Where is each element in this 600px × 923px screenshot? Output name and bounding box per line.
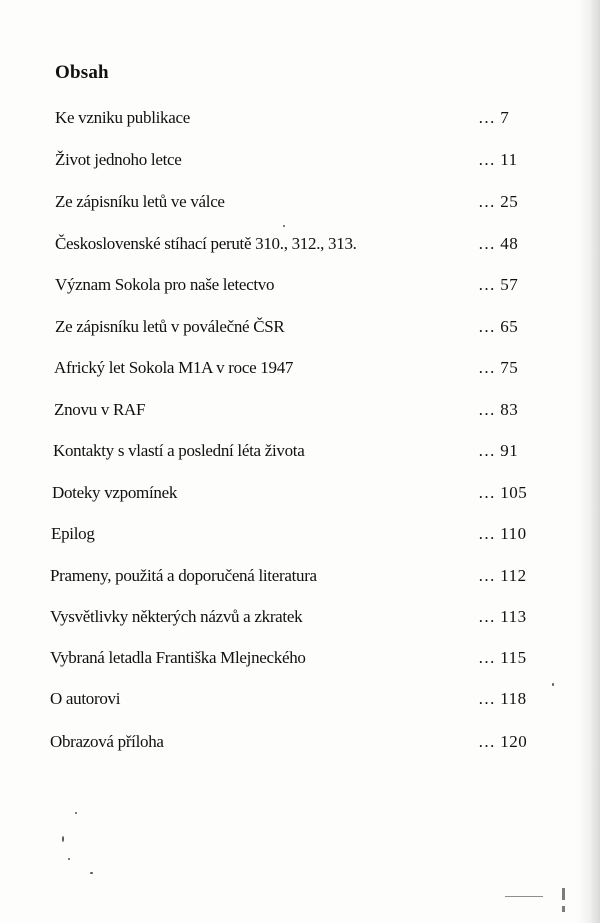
toc-entry: [0, 315, 600, 339]
toc-entry: [0, 356, 600, 380]
toc-entry: [0, 481, 600, 505]
toc-entry: [0, 646, 600, 670]
toc-entry: [0, 605, 600, 629]
toc-entry: [0, 522, 600, 546]
toc-entry-page-number: … 83: [478, 400, 519, 419]
toc-heading: Obsah: [55, 62, 109, 83]
toc-entry-page-number: … 113: [478, 607, 527, 626]
toc-entry-title: Vysvětlivky některých názvů a zkratek: [50, 607, 303, 626]
toc-entry-page-number: … 112: [478, 566, 527, 585]
toc-entry-title: Prameny, použitá a doporučená literatura: [50, 566, 317, 585]
scan-speck: [283, 225, 285, 227]
toc-entry-page-number: … 110: [478, 524, 527, 543]
toc-entry: [0, 730, 600, 754]
toc-entry-title: O autorovi: [50, 689, 121, 708]
toc-entry-title: Epilog: [51, 524, 95, 543]
toc-entry-page-number: … 105: [478, 483, 528, 502]
toc-entry: [0, 439, 600, 463]
toc-entry-title: Obrazová příloha: [50, 732, 164, 751]
toc-entry-page-number: … 91: [478, 441, 519, 460]
toc-entry-title: Československé stíhací perutě 310., 312., 313.: [55, 234, 357, 253]
toc-entry-page-number: … 7: [478, 108, 510, 127]
toc-entry-title: Ze zápisníku letů v poválečné ČSR: [55, 317, 285, 336]
scan-speck: [90, 872, 93, 874]
toc-entry-page-number: … 65: [478, 317, 519, 336]
toc-entry-page-number: … 57: [478, 275, 519, 294]
toc-entry-page-number: … 118: [478, 689, 527, 708]
toc-entry: [0, 148, 600, 172]
toc-entry-page-number: … 115: [478, 648, 527, 667]
toc-entry: [0, 273, 600, 297]
toc-entry-title: Africký let Sokola M1A v roce 1947: [54, 358, 294, 377]
toc-entry: [0, 232, 600, 256]
scan-speck: [552, 683, 554, 686]
scan-speck: [62, 836, 64, 842]
toc-entry-title: Ze zápisníku letů ve válce: [55, 192, 225, 211]
toc-entry-title: Doteky vzpomínek: [52, 483, 178, 502]
toc-entry-title: Život jednoho letce: [55, 150, 182, 169]
toc-entry: [0, 190, 600, 214]
scan-speck: [75, 812, 77, 814]
toc-entry-page-number: … 11: [478, 150, 518, 169]
toc-entry-title: Ke vzniku publikace: [55, 108, 190, 127]
scan-streak: [505, 896, 543, 897]
toc-entry: [0, 687, 600, 711]
toc-entry-title: Význam Sokola pro naše letectvo: [55, 275, 275, 294]
toc-entry-page-number: … 120: [478, 732, 528, 751]
toc-entry-page-number: … 75: [478, 358, 519, 377]
scan-streak: [562, 906, 565, 912]
toc-entry-title: Znovu v RAF: [54, 400, 146, 419]
toc-entry: [0, 398, 600, 422]
toc-entry-title: Vybraná letadla Františka Mlejneckého: [50, 648, 306, 667]
toc-entry: [0, 106, 600, 130]
toc-entry-title: Kontakty s vlastí a poslední léta života: [53, 441, 305, 460]
toc-entry-page-number: … 48: [478, 234, 519, 253]
toc-entry: [0, 564, 600, 588]
toc-entry-page-number: … 25: [478, 192, 519, 211]
scan-streak: [562, 888, 565, 900]
scan-speck: [68, 858, 70, 860]
